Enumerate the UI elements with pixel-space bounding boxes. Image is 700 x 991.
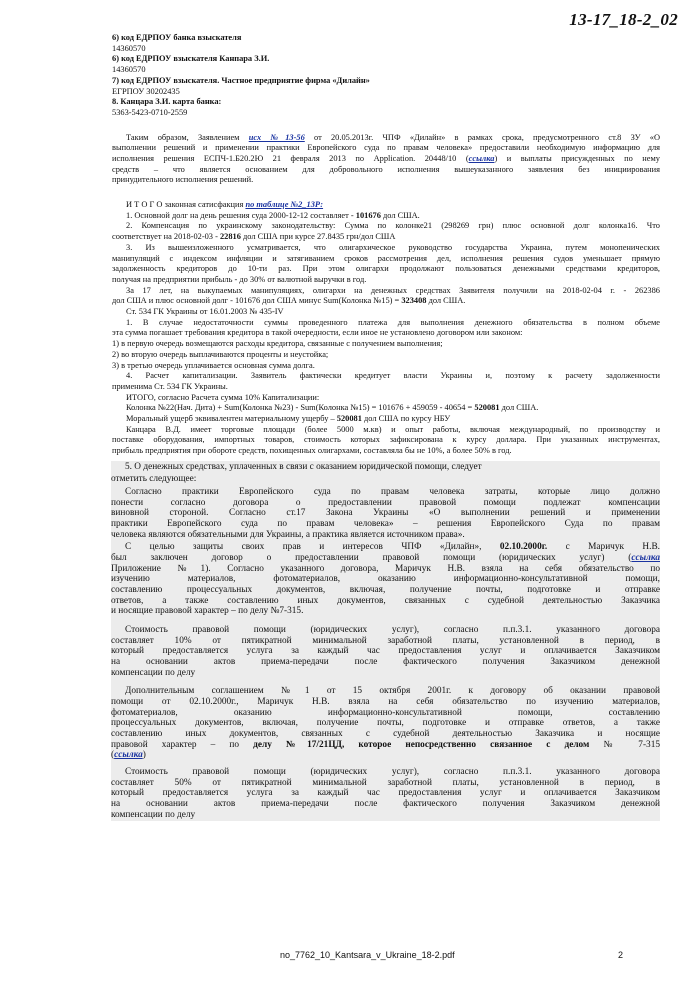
text-line: ИТОГО, согласно Расчета сумма 10% Капитализации: (126, 392, 320, 402)
section-5 (111, 461, 660, 821)
paragraph-supplement (111, 685, 660, 762)
text-line: Приложение №1). Согласно указанного договора, Маричук Н.В. взяла на себя обязательство по (111, 563, 660, 574)
text-line: соответствует на 2018-02-03 - 22816 дол США при курсе 27.8435 грн/дол США (112, 232, 396, 242)
text-line: Колонка №22(Нач. Дита) + Sum(Колонка №23) - Sum(Колонка №15) = 101676 + 459059 - 40654 = 520081 дол США. (126, 403, 539, 413)
text-line: виновной стороной. Согласно ст.17 Закона Украины «О выполнении решений и применении (111, 508, 660, 518)
text-line: исполнения решения ЕСПЧ-1.Б20.2Ю 21 февраля 2013 по Application. 20448/10 (ссылка) и выплаты присужденных по нему (112, 154, 660, 163)
text-line: и носящие правовой характер – по делу №7-315. (111, 606, 304, 617)
text-line: ответов, а также составлению иных документов, связанных с судебной деятельностью Заказчика (111, 595, 660, 606)
text-line: задолженность кредиторов до 10-ти раз. При этом олигархи продолжают пользоваться денежными средствами кредиторов, (112, 264, 660, 274)
text-line: отметить следующее: (111, 474, 197, 485)
text-line: изучению материалов, фотоматериалов, оказанию информационно-консультативной помощи, (111, 574, 660, 584)
top-block (112, 33, 660, 119)
text-line: понести согласно договора о предоставлении правовой помощи подлежат компенсации (111, 497, 660, 508)
text-line: манипуляций с индексом инфляции и затягиванием сроков рассмотрения дел, исполнения решения судов уменьшает прямую (112, 253, 660, 263)
top-line: 6) код ЕДРПОУ взыскателя Канпара З.И. (112, 54, 270, 64)
text-line: 3. Из вышеизложенного усматривается, что олигархическое руководство государства Украина, путем монопенических (126, 242, 660, 252)
document-link[interactable]: ссылка (468, 154, 495, 163)
document-link[interactable]: ссылка (114, 750, 143, 761)
text-line: 1. В случае недостаточности суммы проведенного платежа для выполнения денежного обязательства в полном объеме (126, 317, 660, 327)
footer-page-number: 2 (618, 950, 624, 960)
text-line: 4. Расчет капитализации. Заявитель фактически кредитует власти Украины и, поэтому к расчету задолженности (126, 371, 660, 381)
text-line: человека являются обязательными для Украины, а практика является источником права». (111, 529, 465, 540)
text-line: правовой характер – по делу №17/21ЦД, которое непосредственно связанное с делом № 7-315 (111, 739, 660, 750)
text-line: на основании актов приема-передачи после фактического получения Заказчиком денежной (111, 656, 660, 667)
top-line: 14360570 (112, 43, 146, 53)
text-line: 5. О денежных средствах, уплаченных в связи с оказанием юридической помощи, следует (125, 461, 482, 472)
text-line: получая на предприятии прибыль - до 30% от валютной выручки в год. (112, 274, 367, 284)
text-line: компенсации по делу (111, 809, 196, 820)
paragraph-summary (112, 133, 660, 186)
text-line: 1) в первую очередь возмещаются расходы кредитора, связанные с получением выполнения; (112, 339, 443, 349)
text-line: поставке оборудования, импортных товаров, стоимость которых зафиксирована к курсу доллара. При указанных инструментах, (112, 435, 660, 445)
text-line: Ст. 534 ГК Украины от 16.01.2003 № 435-IV (126, 307, 284, 317)
text-line: составлению иных документов, связанных с судебной деятельностью Заказчика и носящие (111, 728, 660, 739)
text-line: составляет 50% от пятикратной минимальной заработной платы, установленной в период, в (111, 777, 660, 788)
document-link[interactable]: исх №13-56 (248, 132, 305, 142)
text-line: был заключен договор о предоставлении правовой помощи (юридических услуг) (ссылка (111, 552, 660, 563)
section-heading: И Т О Г О законная сатисфакция по таблице №2_13Р: (126, 200, 324, 210)
table-link[interactable]: по таблице №2_13Р: (245, 200, 324, 210)
top-line: 7) код ЕДРПОУ взыскателя. Частное предприятие фирма «Дилайн» (112, 75, 370, 85)
text-line: С целью защиты своих прав и интересов ЧПФ «Дилайн», 02.10.2000г. с Маричук Н.В. (125, 542, 660, 552)
text-line: помощи от 02.10.2000г., Маричук Н.В. взяла на себя обязательство по изучению материалов, (111, 696, 660, 707)
text-line: 2) во вторую очередь выплачиваются проценты и неустойка; (112, 349, 329, 359)
top-line: 14360570 (112, 65, 146, 75)
top-line: 5363-5423-0710-2559 (112, 107, 188, 117)
text-line: выполнении решений и применении практики Европейского суда по правам человека» предоставили необходимую информацию для (112, 143, 660, 153)
text-line: 3) в третью очередь уплачивается основная сумма долга. (112, 360, 315, 370)
page-id-label: 13-17_18-2_02 (569, 10, 678, 29)
paragraph-echr-practice (111, 486, 660, 541)
text-line: средств – что является основанием для добровольного исполнения вышеуказанного заявления без инициирования (112, 164, 660, 174)
text-line: 1. Основной долг на день решения суда 2000-12-12 составляет - 101676 дол США. (126, 210, 420, 220)
text-line: процессуальных документов, включая, получение почты, подготовке и отправке ответов, а также (111, 718, 660, 728)
text-line: который предоставляется услуга за каждый час предоставления услуг и оплачивается Заказчиком (111, 646, 660, 656)
text-line: Дополнительным соглашением №1 от 15 октября 2001г. к договору об оказании правовой (125, 686, 660, 696)
text-line: За 17 лет, на выкупаемых манипуляциях, олигархи на денежных средствах Заявителя получили на 2018-02-04 г. - 262386 (126, 285, 660, 295)
text-line: Моральный ущерб эквивалентен материальному ущербу – 520081 дол США по курсу НБУ (126, 414, 451, 424)
text-line: который предоставляется услуга за каждый час предоставления услуг и оплачивается Заказчиком (111, 788, 660, 798)
text-line: (ссылка) (111, 750, 146, 761)
text-line: принудительного исполнения решений. (112, 175, 254, 185)
text-line: Таким образом, Заявлением исх №13-56 от 20.05.2013г. ЧПФ «Дилайн» в рамках срока, предусмотренного ст.8 ЗУ «О (126, 132, 660, 142)
top-line: ЕГРПОУ 30202435 (112, 86, 180, 96)
text-line: эта сумма погашает требования кредитора в такой очередности, если иное не установлено договором или законом: (112, 328, 523, 338)
text-line: составлению процессуальных документов, включая, получение почты, подготовке и отправке (111, 584, 660, 595)
top-line: 6) код ЕДРПОУ банка взыскателя (112, 33, 242, 42)
itogo-section (112, 200, 660, 457)
document-body (112, 33, 660, 821)
text-line: Стоимость правовой помощи (юридических услуг), согласно п.п.3.1. указанного договора (125, 766, 660, 777)
paragraph-contract (111, 541, 660, 618)
text-line: составляет 10% от пятикратной минимальной заработной платы, установленной в период, в (111, 635, 660, 646)
text-line: Согласно практики Европейского суда по правам человека затраты, которые лицо должно (125, 486, 660, 497)
top-line: 8. Канцара З.И. карта банка: (112, 97, 222, 107)
text-line: применима Ст. 534 ГК Украины. (112, 381, 228, 391)
footer-filename: no_7762_10_Kantsara_v_Ukraine_18-2.pdf (280, 950, 455, 960)
text-line: 2. Компенсация по украинскому законодательству: Сумма по колонке21 (298269 грн) плюс основной долг колонка16. Что (126, 221, 660, 231)
text-line: прибыль предприятия при обороте средств, похищенных олигархами, составляла бы не 10%, а более 50% в год. (112, 446, 512, 456)
text-line: дол США и плюс основной долг - 101676 дол США минус Sum(Колонка №15) = 323408 дол США. (112, 296, 466, 306)
text-line: практики Европейского суда по правам человека» – решения Европейского Суда по правам (111, 518, 660, 529)
document-link[interactable]: ссылка (631, 552, 660, 563)
paragraph-cost-10 (111, 624, 660, 679)
text-line: компенсации по делу (111, 667, 196, 678)
paragraph-cost-50 (111, 766, 660, 821)
text-line: на основании актов приема-передачи после фактического получения Заказчиком денежной (111, 798, 660, 809)
text-line: Стоимость правовой помощи (юридических услуг), согласно п.п.3.1. указанного договора (125, 624, 660, 635)
text-line: фотоматериалов, оказанию информационно-консультативной помощи, составлению (111, 707, 660, 718)
text-line: Канцара В.Д. имеет торговые площади (более 5000 м.кв) и опыт работы, включая международный, по производству и (126, 424, 660, 434)
